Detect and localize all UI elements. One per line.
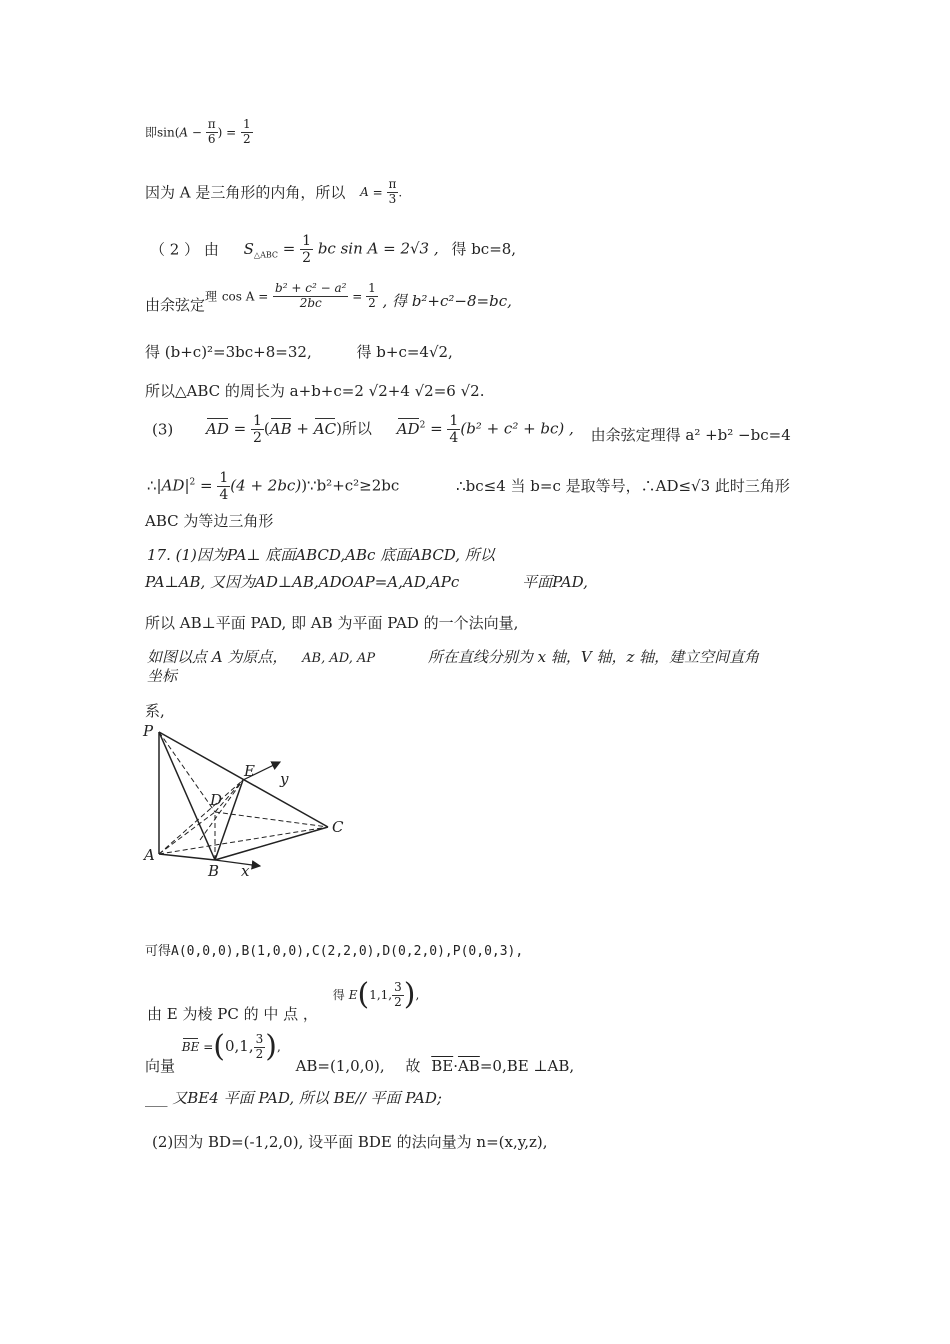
line-midpoint-e: 由 E 为棱 PC 的 中 点 ， 得 E(1,1, $\frac{3}{2}$ ), <box>147 977 420 1023</box>
line-sum: 得 (b+c)²=3bc+8=32, 得 b+c=4√2, <box>145 343 453 361</box>
label-e: E <box>244 762 255 780</box>
line-coordinates: 可得A(0,0,0),B(1,0,0),C(2,2,0),D(0,2,0),P(0,0,3), <box>145 944 524 959</box>
line-normal-vector: 所以 AB⊥平面 PAD, 即 AB 为平面 PAD 的一个法向量, <box>145 614 519 632</box>
equation-sin: 即sin(A − $\frac{\pi}{6}$ ) = $\frac{1}{2}$ <box>145 117 251 146</box>
line-ad-bound: $\therefore|AD|^2$ = $\frac{1}{4}$ (4 + 2bc))∵b²+c²≥2bc ∴bc≤4 当 b=c 是取等号，∴AD≤√3 此时三角形 <box>147 470 790 504</box>
label-b: B <box>208 862 220 880</box>
line-equilateral: ABC 为等边三角形 <box>145 512 274 530</box>
label-a: A <box>144 846 155 864</box>
pyramid-diagram <box>140 720 380 890</box>
line-perimeter: 所以△ABC 的周长为 a+b+c=2 √2+4 √2=6 √2. <box>145 382 485 400</box>
line-angle-a: 因为 A 是三角形的内角，所以 A = $\frac{\pi}{3}$ . <box>145 177 403 206</box>
problem-17-heading: 17. (1)因为PA⊥ 底面ABCD,ABc 底面ABCD, 所以 <box>147 546 495 564</box>
label-d: D <box>210 791 223 809</box>
line-cosine-law: 由余弦定理 cos A = $\frac{\text{b² + c² − a²}}{2bc}$ = $\frac{1}{2}$ , 得 b²+c²−8=bc, <box>145 281 512 315</box>
pyramid-figure <box>140 720 380 894</box>
label-c: C <box>332 818 344 836</box>
line-system: 系, <box>145 702 165 720</box>
line-be-parallel: ___ 又BE4 平面 PAD, 所以 BE// 平面 PAD; <box>145 1089 442 1107</box>
line-pa-perp: PA⊥AB, 又因为AD⊥AB,ADOAP=A,AD,APc 平面PAD, <box>145 573 588 591</box>
line-coordinate-word: 坐标 <box>147 667 178 685</box>
label-p: P <box>143 722 154 740</box>
line-area: （ 2 ） 由 $S_{\triangle ABC}$ = $\frac{1}{2}$ bc sin A = 2√3 , 得 bc=8, <box>150 233 517 267</box>
label-y: y <box>280 770 289 788</box>
line-vector-be: 向量 BE =(0,1, $\frac{3}{2}$ ), AB=(1,0,0), 故 $\overline{BE}\cdot\overline{AB}=0,BE$ ⊥AB, <box>145 1029 575 1075</box>
label-x: x <box>241 862 250 880</box>
line-vector-ad: (3) AD = $\frac{1}{2}$ (AB + AC)所以 $AD^2$ = $\frac{1}{4}$ (b² + c² + bc) , 由余弦定理得 a² +b² −bc=4 <box>152 413 791 447</box>
line-coordinate-setup: 如图以点 A 为原点， AB, AD, AP 所在直线分别为 x 轴，V 轴，z 轴，建立空间直角 <box>147 648 760 666</box>
line-part-2: (2)因为 BD=(-1,2,0), 设平面 BDE 的法向量为 n=(x,y,z), <box>152 1133 548 1151</box>
